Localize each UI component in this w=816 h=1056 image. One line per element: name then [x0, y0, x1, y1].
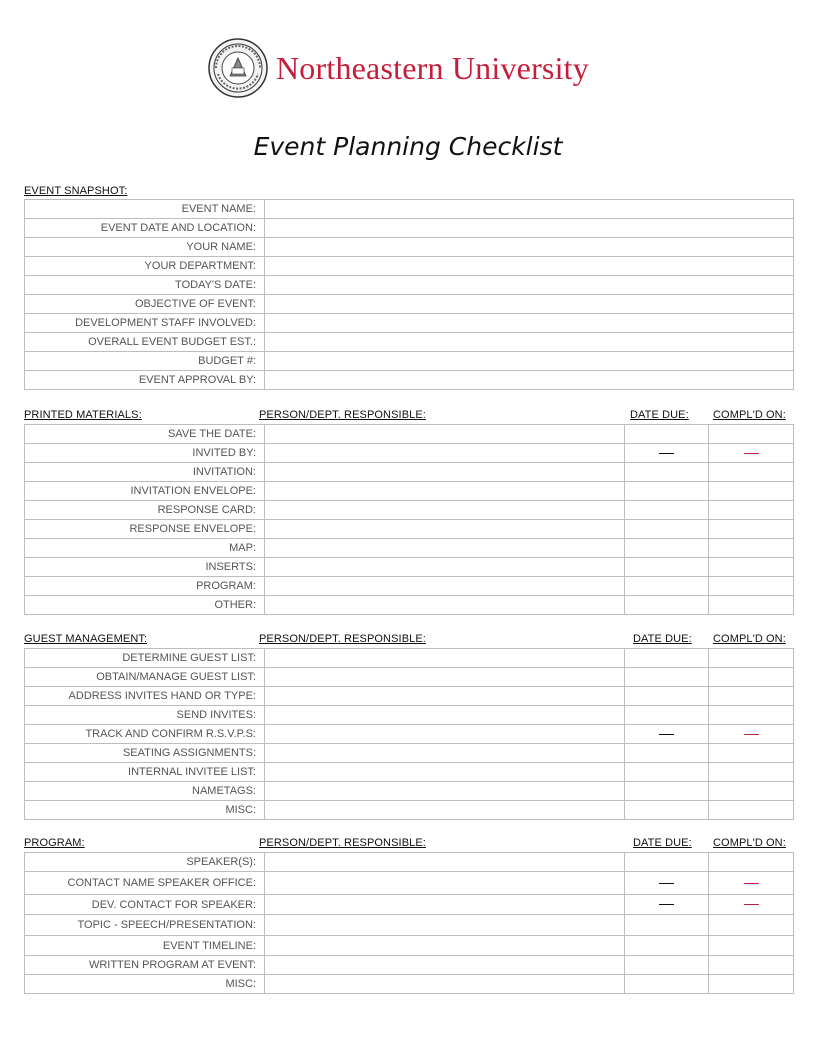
guest-person-input[interactable] — [265, 782, 625, 801]
printed-date-due-input[interactable] — [625, 539, 709, 558]
guest-row — [25, 801, 794, 820]
guest-date-due-input[interactable] — [625, 782, 709, 801]
program-row — [25, 975, 794, 994]
guest-person-header: PERSON/DEPT. RESPONSIBLE: — [259, 633, 426, 645]
guest-row — [25, 706, 794, 725]
printed-completed-input[interactable] — [709, 444, 794, 463]
printed-completed-input[interactable] — [709, 577, 794, 596]
printed-completed-input[interactable] — [709, 539, 794, 558]
guest-date-due-input[interactable] — [625, 763, 709, 782]
page-header — [208, 38, 618, 100]
snapshot-field-input[interactable] — [265, 257, 794, 276]
guest-date-due-input[interactable] — [625, 687, 709, 706]
program-completed-input[interactable] — [709, 956, 794, 975]
printed-task-label: INSERTS: — [25, 558, 265, 577]
printed-row — [25, 520, 794, 539]
guest-row — [25, 725, 794, 744]
guest-completed-input[interactable] — [709, 706, 794, 725]
printed-date-due-input[interactable] — [625, 482, 709, 501]
snapshot-field-input[interactable] — [265, 295, 794, 314]
program-heading: PROGRAM: — [24, 837, 85, 849]
printed-person-input[interactable] — [265, 539, 625, 558]
guest-completed-input[interactable] — [709, 763, 794, 782]
printed-person-input[interactable] — [265, 596, 625, 615]
printed-task-label: PROGRAM: — [25, 577, 265, 596]
guest-task-label: OBTAIN/MANAGE GUEST LIST: — [25, 668, 265, 687]
program-row — [25, 915, 794, 936]
snapshot-field-input[interactable] — [265, 219, 794, 238]
program-task-label: EVENT TIMELINE: — [25, 936, 265, 956]
printed-person-input[interactable] — [265, 558, 625, 577]
program-row — [25, 936, 794, 956]
program-task-label: MISC: — [25, 975, 265, 994]
dash-mark — [659, 883, 674, 884]
dash-mark-red — [744, 904, 759, 905]
guest-person-input[interactable] — [265, 725, 625, 744]
program-completed-input[interactable] — [709, 853, 794, 872]
printed-completed-input[interactable] — [709, 501, 794, 520]
printed-person-input[interactable] — [265, 577, 625, 596]
guest-table — [24, 648, 794, 820]
program-completed-input[interactable] — [709, 872, 794, 895]
printed-task-label: SAVE THE DATE: — [25, 425, 265, 444]
snapshot-row — [25, 238, 794, 257]
program-row — [25, 872, 794, 895]
printed-person-input[interactable] — [265, 425, 625, 444]
snapshot-table — [24, 199, 794, 390]
printed-completed-input[interactable] — [709, 482, 794, 501]
snapshot-row — [25, 257, 794, 276]
guest-date-due-input[interactable] — [625, 649, 709, 668]
printed-task-label: INVITED BY: — [25, 444, 265, 463]
guest-completed-input[interactable] — [709, 649, 794, 668]
snapshot-field-input[interactable] — [265, 352, 794, 371]
printed-date-due-input[interactable] — [625, 501, 709, 520]
printed-completed-input[interactable] — [709, 520, 794, 539]
snapshot-field-label: YOUR DEPARTMENT: — [25, 257, 265, 276]
dash-mark-red — [744, 734, 759, 735]
program-date-due-input[interactable] — [625, 853, 709, 872]
printed-row — [25, 558, 794, 577]
printed-task-label: INVITATION: — [25, 463, 265, 482]
program-person-input[interactable] — [265, 853, 625, 872]
dash-mark — [659, 734, 674, 735]
printed-task-label: OTHER: — [25, 596, 265, 615]
guest-person-input[interactable] — [265, 763, 625, 782]
printed-person-input[interactable] — [265, 444, 625, 463]
program-task-label: DEV. CONTACT FOR SPEAKER: — [25, 895, 265, 915]
printed-heading: PRINTED MATERIALS: — [24, 409, 142, 421]
printed-task-label: RESPONSE CARD: — [25, 501, 265, 520]
printed-row — [25, 463, 794, 482]
snapshot-field-label: EVENT NAME: — [25, 200, 265, 219]
program-person-input[interactable] — [265, 956, 625, 975]
program-person-input[interactable] — [265, 915, 625, 936]
snapshot-field-input[interactable] — [265, 371, 794, 390]
guest-task-label: ADDRESS INVITES HAND OR TYPE: — [25, 687, 265, 706]
program-person-input[interactable] — [265, 872, 625, 895]
program-row — [25, 956, 794, 975]
university-wordmark: Northeastern University — [276, 50, 589, 86]
snapshot-field-label: BUDGET #: — [25, 352, 265, 371]
guest-date-due-header: DATE DUE: — [633, 633, 692, 645]
guest-person-input[interactable] — [265, 706, 625, 725]
program-task-label: WRITTEN PROGRAM AT EVENT: — [25, 956, 265, 975]
dash-mark — [659, 453, 674, 454]
guest-person-input[interactable] — [265, 668, 625, 687]
printed-date-due-input[interactable] — [625, 577, 709, 596]
snapshot-heading: EVENT SNAPSHOT: — [24, 185, 128, 197]
snapshot-field-label: EVENT DATE AND LOCATION: — [25, 219, 265, 238]
guest-completed-header: COMPL'D ON: — [713, 633, 786, 645]
guest-row — [25, 763, 794, 782]
program-date-due-input[interactable] — [625, 872, 709, 895]
printed-task-label: RESPONSE ENVELOPE: — [25, 520, 265, 539]
snapshot-field-input[interactable] — [265, 200, 794, 219]
snapshot-field-label: TODAY'S DATE: — [25, 276, 265, 295]
guest-completed-input[interactable] — [709, 744, 794, 763]
printed-completed-input[interactable] — [709, 558, 794, 577]
program-date-due-input[interactable] — [625, 956, 709, 975]
guest-completed-input[interactable] — [709, 801, 794, 820]
guest-completed-input[interactable] — [709, 782, 794, 801]
guest-date-due-input[interactable] — [625, 706, 709, 725]
printed-row — [25, 425, 794, 444]
program-row — [25, 895, 794, 915]
program-date-due-input[interactable] — [625, 975, 709, 994]
dash-mark — [659, 904, 674, 905]
program-task-label: SPEAKER(S): — [25, 853, 265, 872]
guest-date-due-input[interactable] — [625, 801, 709, 820]
guest-row — [25, 782, 794, 801]
printed-row — [25, 482, 794, 501]
snapshot-field-label: EVENT APPROVAL BY: — [25, 371, 265, 390]
program-person-input[interactable] — [265, 975, 625, 994]
page-title: Event Planning Checklist — [253, 132, 563, 161]
guest-person-input[interactable] — [265, 801, 625, 820]
program-date-due-header: DATE DUE: — [633, 837, 692, 849]
printed-date-due-input[interactable] — [625, 444, 709, 463]
snapshot-field-label: DEVELOPMENT STAFF INVOLVED: — [25, 314, 265, 333]
guest-task-label: MISC: — [25, 801, 265, 820]
guest-date-due-input[interactable] — [625, 725, 709, 744]
printed-task-label: MAP: — [25, 539, 265, 558]
guest-task-label: SEATING ASSIGNMENTS: — [25, 744, 265, 763]
guest-completed-input[interactable] — [709, 725, 794, 744]
printed-row — [25, 501, 794, 520]
guest-task-label: SEND INVITES: — [25, 706, 265, 725]
snapshot-row — [25, 276, 794, 295]
printed-row — [25, 539, 794, 558]
guest-row — [25, 649, 794, 668]
dash-mark-red — [744, 883, 759, 884]
guest-task-label: NAMETAGS: — [25, 782, 265, 801]
snapshot-field-label: YOUR NAME: — [25, 238, 265, 257]
guest-completed-input[interactable] — [709, 687, 794, 706]
guest-task-label: DETERMINE GUEST LIST: — [25, 649, 265, 668]
program-date-due-input[interactable] — [625, 936, 709, 956]
program-task-label: TOPIC - SPEECH/PRESENTATION: — [25, 915, 265, 936]
printed-person-input[interactable] — [265, 501, 625, 520]
guest-date-due-input[interactable] — [625, 744, 709, 763]
program-person-input[interactable] — [265, 936, 625, 956]
guest-person-input[interactable] — [265, 687, 625, 706]
program-date-due-input[interactable] — [625, 915, 709, 936]
printed-row — [25, 444, 794, 463]
snapshot-row — [25, 314, 794, 333]
guest-date-due-input[interactable] — [625, 668, 709, 687]
printed-completed-input[interactable] — [709, 596, 794, 615]
printed-date-due-input[interactable] — [625, 425, 709, 444]
dash-mark-red — [744, 453, 759, 454]
snapshot-field-label: OVERALL EVENT BUDGET EST.: — [25, 333, 265, 352]
program-task-label: CONTACT NAME SPEAKER OFFICE: — [25, 872, 265, 895]
guest-person-input[interactable] — [265, 744, 625, 763]
printed-date-due-header: DATE DUE: — [630, 409, 689, 421]
printed-date-due-input[interactable] — [625, 558, 709, 577]
printed-completed-header: COMPL'D ON: — [713, 409, 786, 421]
snapshot-row — [25, 333, 794, 352]
printed-person-input[interactable] — [265, 463, 625, 482]
printed-person-input[interactable] — [265, 482, 625, 501]
program-table — [24, 852, 794, 994]
northeastern-seal-icon — [208, 38, 268, 98]
snapshot-row — [25, 219, 794, 238]
snapshot-field-input[interactable] — [265, 333, 794, 352]
snapshot-field-input[interactable] — [265, 276, 794, 295]
printed-date-due-input[interactable] — [625, 520, 709, 539]
printed-row — [25, 596, 794, 615]
guest-task-label: TRACK AND CONFIRM R.S.V.P.S: — [25, 725, 265, 744]
snapshot-row — [25, 352, 794, 371]
snapshot-field-input[interactable] — [265, 314, 794, 333]
guest-completed-input[interactable] — [709, 668, 794, 687]
program-completed-input[interactable] — [709, 895, 794, 915]
printed-date-due-input[interactable] — [625, 463, 709, 482]
snapshot-field-label: OBJECTIVE OF EVENT: — [25, 295, 265, 314]
guest-person-input[interactable] — [265, 649, 625, 668]
program-completed-input[interactable] — [709, 915, 794, 936]
printed-task-label: INVITATION ENVELOPE: — [25, 482, 265, 501]
program-completed-input[interactable] — [709, 975, 794, 994]
program-person-header: PERSON/DEPT. RESPONSIBLE: — [259, 837, 426, 849]
snapshot-row — [25, 200, 794, 219]
printed-table — [24, 424, 794, 615]
guest-row — [25, 744, 794, 763]
printed-person-input[interactable] — [265, 520, 625, 539]
program-person-input[interactable] — [265, 895, 625, 915]
printed-row — [25, 577, 794, 596]
guest-task-label: INTERNAL INVITEE LIST: — [25, 763, 265, 782]
guest-heading: GUEST MANAGEMENT: — [24, 633, 148, 645]
printed-completed-input[interactable] — [709, 425, 794, 444]
program-row — [25, 853, 794, 872]
program-date-due-input[interactable] — [625, 895, 709, 915]
program-completed-header: COMPL'D ON: — [713, 837, 786, 849]
printed-completed-input[interactable] — [709, 463, 794, 482]
snapshot-row — [25, 295, 794, 314]
printed-date-due-input[interactable] — [625, 596, 709, 615]
program-completed-input[interactable] — [709, 936, 794, 956]
snapshot-field-input[interactable] — [265, 238, 794, 257]
guest-row — [25, 687, 794, 706]
guest-row — [25, 668, 794, 687]
snapshot-row — [25, 371, 794, 390]
printed-person-header: PERSON/DEPT. RESPONSIBLE: — [259, 409, 426, 421]
